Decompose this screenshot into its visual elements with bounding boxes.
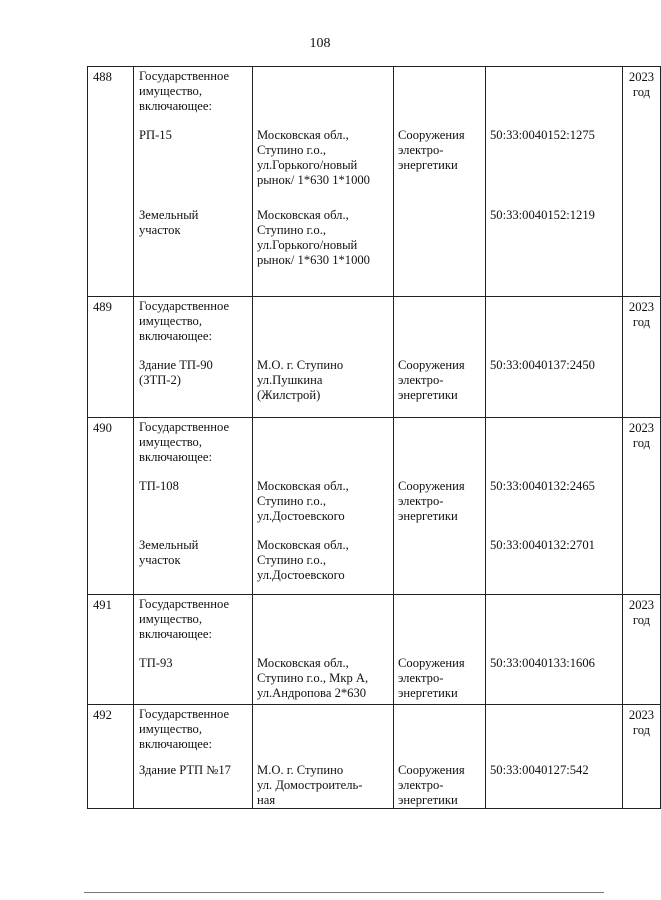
group-heading-line: имущество,: [139, 314, 203, 328]
item-type-line: электро-: [398, 671, 444, 685]
spacer: [257, 188, 389, 208]
item-address-line: ул.Горького/новый: [257, 158, 358, 172]
spacer: [490, 705, 620, 752]
item-name-line: участок: [139, 553, 181, 567]
cadastral-number-cell: [486, 418, 623, 595]
spacer: [398, 538, 482, 583]
item-type-line: энергетики: [398, 158, 458, 172]
spacer: [490, 344, 620, 358]
spacer: [490, 671, 620, 701]
year-cell: [623, 705, 661, 809]
item-type-line: электро-: [398, 494, 444, 508]
item-type-line: электро-: [398, 778, 444, 792]
item-address-line: ул.Достоевского: [257, 509, 345, 523]
item-type-line: энергетики: [398, 686, 458, 700]
spacer: [257, 595, 389, 642]
address-cell: [253, 297, 394, 418]
item-cadastral-number: 50:33:0040152:1219: [490, 208, 595, 222]
cadastral-number-cell: [486, 67, 623, 297]
year-cell: [623, 297, 661, 418]
item-address-line: Ступино г.о.,: [257, 494, 327, 508]
spacer: [139, 114, 248, 128]
spacer: [490, 297, 620, 344]
item-address-line: Московская обл.,: [257, 479, 349, 493]
item-type-line: Сооружения: [398, 358, 465, 372]
object-type-cell: [394, 418, 486, 595]
item-cadastral-number: 50:33:0040132:2465: [490, 479, 595, 493]
group-heading-line: имущество,: [139, 84, 203, 98]
group-heading: [139, 420, 248, 465]
spacer: [398, 344, 482, 358]
spacer: [398, 524, 482, 538]
group-heading-line: Государственное: [139, 707, 230, 721]
spacer: [490, 373, 620, 403]
item-address-line: рынок/ 1*630 1*1000: [257, 173, 370, 187]
spacer: [490, 494, 620, 524]
item-address-line: Московская обл.,: [257, 208, 349, 222]
address-cell: [253, 418, 394, 595]
spacer: [398, 67, 482, 114]
group-heading-line: Государственное: [139, 299, 230, 313]
spacer: [398, 297, 482, 344]
spacer: [490, 778, 620, 808]
spacer: [257, 752, 389, 763]
group-heading-line: Государственное: [139, 420, 230, 434]
spacer: [398, 642, 482, 656]
year-line: 2023: [628, 598, 655, 612]
item-name-line: Земельный: [139, 208, 199, 222]
item-address-line: ул.Пушкина: [257, 373, 323, 387]
row-number: 491: [88, 595, 134, 705]
item-name-line: Земельный: [139, 538, 199, 552]
spacer: [257, 297, 389, 344]
item-type-line: энергетики: [398, 388, 458, 402]
object-type-cell: [394, 705, 486, 809]
item-cadastral-number: 50:33:0040152:1275: [490, 128, 595, 142]
year-line: год: [632, 436, 651, 450]
item-name-line: ТП-93: [139, 656, 173, 670]
year-line: год: [632, 85, 651, 99]
spacer: [398, 173, 482, 188]
year-cell: [623, 67, 661, 297]
group-heading: [139, 299, 248, 344]
item-address-line: Ступино г.о.,: [257, 223, 327, 237]
cadastral-number-cell: [486, 705, 623, 809]
item-name-line: (ЗТП-2): [139, 373, 181, 387]
spacer: [139, 465, 248, 479]
year-line: год: [632, 315, 651, 329]
object-name-cell: [134, 67, 253, 297]
spacer: [257, 344, 389, 358]
item-address-line: Московская обл.,: [257, 656, 349, 670]
item-address-line: М.О. г. Ступино: [257, 763, 344, 777]
page-number: 108: [309, 36, 331, 51]
group-heading-line: включающее:: [139, 329, 212, 343]
item-name-line: Здание ТП-90: [139, 358, 213, 372]
cadastral-number-cell: [486, 595, 623, 705]
spacer: [490, 114, 620, 128]
spacer: [490, 418, 620, 465]
year-cell: [623, 418, 661, 595]
group-heading-line: включающее:: [139, 99, 212, 113]
spacer: [139, 671, 248, 701]
item-type-line: энергетики: [398, 509, 458, 523]
item-address-line: (Жилстрой): [257, 388, 321, 402]
item-type-line: Сооружения: [398, 763, 465, 777]
group-heading-line: включающее:: [139, 737, 212, 751]
object-type-cell: [394, 297, 486, 418]
registry-row: [88, 67, 661, 297]
spacer: [490, 143, 620, 188]
row-number: 492: [88, 705, 134, 809]
spacer: [398, 705, 482, 752]
group-heading-line: Государственное: [139, 69, 230, 83]
spacer: [398, 752, 482, 763]
spacer: [490, 465, 620, 479]
item-address-line: Ступино г.о.,: [257, 553, 327, 567]
spacer: [490, 67, 620, 114]
spacer: [398, 114, 482, 128]
group-heading: [139, 707, 248, 752]
group-heading: [139, 597, 248, 642]
spacer: [398, 595, 482, 642]
object-type-cell: [394, 595, 486, 705]
address-cell: [253, 705, 394, 809]
object-type-cell: [394, 67, 486, 297]
spacer: [398, 465, 482, 479]
spacer: [490, 188, 620, 208]
item-cadastral-number: 50:33:0040132:2701: [490, 538, 595, 552]
spacer: [490, 223, 620, 268]
spacer: [257, 465, 389, 479]
row-number: 489: [88, 297, 134, 418]
item-address-line: ная: [257, 793, 276, 807]
item-type-line: Сооружения: [398, 656, 465, 670]
item-address-line: Московская обл.,: [257, 128, 349, 142]
year-line: 2023: [628, 708, 655, 722]
year-line: год: [632, 613, 651, 627]
year-line: 2023: [628, 300, 655, 314]
spacer: [139, 778, 248, 808]
item-type-line: Сооружения: [398, 479, 465, 493]
spacer: [490, 524, 620, 538]
object-name-cell: [134, 705, 253, 809]
item-cadastral-number: 50:33:0040133:1606: [490, 656, 595, 670]
spacer: [139, 752, 248, 763]
item-cadastral-number: 50:33:0040127:542: [490, 763, 589, 777]
item-address-line: ул.Горького/новый: [257, 238, 358, 252]
spacer: [490, 595, 620, 642]
property-registry-table: [87, 66, 661, 809]
bottom-divider: [84, 892, 604, 893]
spacer: [257, 114, 389, 128]
spacer: [398, 208, 482, 268]
row-number: 490: [88, 418, 134, 595]
object-name-cell: [134, 418, 253, 595]
spacer: [398, 188, 482, 208]
spacer: [257, 524, 389, 538]
address-cell: [253, 595, 394, 705]
item-name-line: РП-15: [139, 128, 172, 142]
group-heading-line: включающее:: [139, 627, 212, 641]
item-type-line: электро-: [398, 373, 444, 387]
item-address-line: М.О. г. Ступино: [257, 358, 344, 372]
year-line: 2023: [628, 421, 655, 435]
item-address-line: Московская обл.,: [257, 538, 349, 552]
spacer: [490, 553, 620, 583]
spacer: [139, 188, 248, 208]
spacer: [139, 388, 248, 403]
item-name-line: ТП-108: [139, 479, 179, 493]
item-address-line: ул. Домостроитель-: [257, 778, 363, 792]
group-heading-line: имущество,: [139, 435, 203, 449]
item-address-line: рынок/ 1*630 1*1000: [257, 253, 370, 267]
group-heading-line: включающее:: [139, 450, 212, 464]
item-type-line: энергетики: [398, 793, 458, 807]
group-heading: [139, 69, 248, 114]
spacer: [139, 642, 248, 656]
spacer: [139, 494, 248, 524]
spacer: [139, 524, 248, 538]
registry-row: [88, 595, 661, 705]
item-cadastral-number: 50:33:0040137:2450: [490, 358, 595, 372]
spacer: [257, 418, 389, 465]
spacer: [490, 752, 620, 763]
address-cell: [253, 67, 394, 297]
year-line: 2023: [628, 70, 655, 84]
year-cell: [623, 595, 661, 705]
item-type-line: электро-: [398, 143, 444, 157]
year-line: год: [632, 723, 651, 737]
spacer: [398, 418, 482, 465]
item-type-line: Сооружения: [398, 128, 465, 142]
spacer: [139, 143, 248, 188]
spacer: [257, 67, 389, 114]
registry-row: [88, 297, 661, 418]
spacer: [257, 705, 389, 752]
registry-row: [88, 705, 661, 809]
registry-row: [88, 418, 661, 595]
item-address-line: ул.Достоевского: [257, 568, 345, 582]
spacer: [490, 642, 620, 656]
group-heading-line: имущество,: [139, 612, 203, 626]
item-address-line: Ступино г.о., Мкр А,: [257, 671, 369, 685]
group-heading-line: Государственное: [139, 597, 230, 611]
spacer: [139, 238, 248, 268]
spacer: [139, 568, 248, 583]
row-number: 488: [88, 67, 134, 297]
item-address-line: Ступино г.о.,: [257, 143, 327, 157]
spacer: [139, 344, 248, 358]
cadastral-number-cell: [486, 297, 623, 418]
item-address-line: ул.Андропова 2*630: [257, 686, 367, 700]
object-name-cell: [134, 297, 253, 418]
group-heading-line: имущество,: [139, 722, 203, 736]
spacer: [257, 642, 389, 656]
item-name-line: участок: [139, 223, 181, 237]
object-name-cell: [134, 595, 253, 705]
item-name-line: Здание РТП №17: [139, 763, 231, 777]
